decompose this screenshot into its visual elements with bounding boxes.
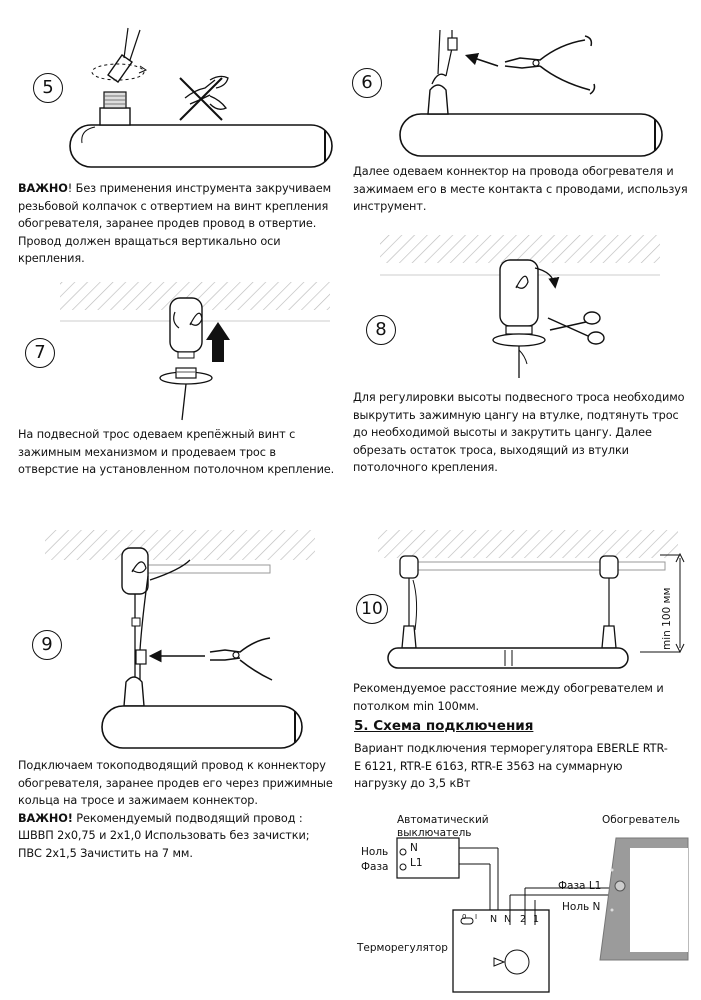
breaker-label: Автоматический выключатель	[397, 814, 489, 839]
distance-label: min 100 мм	[661, 587, 673, 650]
step-10-number: 10	[356, 594, 388, 624]
step-5-text	[18, 180, 336, 268]
breaker-n-label: N	[410, 842, 418, 854]
step-7-number: 7	[25, 338, 55, 368]
terminal-2: 2	[520, 914, 527, 925]
switch-off-mark: 0	[462, 913, 467, 921]
wiring-schema	[397, 838, 688, 992]
step-10-text: Рекомендуемое расстояние между обогревателем и потолком min 100мм.	[353, 682, 664, 713]
thermostat-label: Терморегулятор	[357, 942, 448, 954]
terminal-n1: N	[490, 914, 498, 925]
no-tool-icon	[180, 76, 228, 120]
switch-on-mark: I	[475, 913, 478, 921]
terminal-1: 1	[533, 914, 540, 925]
step-6-text: Далее одеваем коннектор на провода обогревателя и зажимаем его в месте контакта с проводами, используя инструмент.	[353, 165, 688, 213]
step-9-text	[18, 757, 336, 862]
step-9-number: 9	[32, 630, 62, 660]
step-9-wire-note: Рекомендуемый подводящий провод : ШВВП 2х0,75 и 2х1,0 Использовать без зачистки; ПВС 2х1,5 Зачистить на 7 мм.	[18, 811, 310, 860]
section-5-text: Вариант подключения терморегулятора EBERLE RTR-E 6121, RTR-E 6163, RTR-E 3563 на суммарную нагрузку до 3,5 кВт	[354, 742, 668, 790]
important-label: ВАЖНО	[18, 182, 68, 195]
step9-illustration	[45, 530, 315, 748]
pliers-icon	[210, 638, 272, 680]
heater-label: Обогреватель	[602, 814, 680, 826]
heater-phase-label: Фаза L1	[558, 880, 602, 892]
step-5-number: 5	[33, 73, 63, 103]
step6-illustration	[400, 30, 662, 156]
step-8-text: Для регулировки высоты подвесного троса необходимо выкрутить зажимную цангу на втулке, подтянуть трос до необходимой высоты и закрутить цангу. Далее обрезать остаток троса, выходящий из втулки потолочного крепления.	[353, 391, 685, 474]
step-6-number: 6	[352, 68, 382, 98]
phase-label: Фаза	[361, 861, 389, 873]
breaker-l1-label: L1	[410, 857, 423, 869]
step-5-body: ! Без применения инструмента закручиваем резьбовой колпачок с отвертием на винт крепления обогревателя, заранее продев провод в отвертие. Провод должен вращаться вертикально оси крепления.	[18, 182, 331, 265]
step-8-number: 8	[366, 315, 396, 345]
terminal-n2: N	[504, 914, 512, 925]
step10-illustration	[378, 530, 684, 668]
neutral-label: Ноль	[361, 846, 389, 858]
scissors-icon	[548, 312, 604, 344]
pliers-icon	[505, 36, 595, 94]
step8-illustration	[380, 235, 660, 378]
important-label: ВАЖНО!	[18, 811, 73, 825]
section-5-title: 5. Схема подключения	[354, 718, 534, 734]
step7-illustration	[60, 282, 330, 420]
step5-illustration	[70, 28, 332, 167]
step-9-body: Подключаем токоподводящий провод к коннектору обогревателя, заранее продев его через прижимные кольца на тросе и зажимаем коннектор.	[18, 759, 333, 807]
step-7-text: На подвесной трос одеваем крепёжный винт с зажимным механизмом и продеваем трос в отверстие на установленном потолочном крепление.	[18, 428, 335, 476]
heater-neutral-label: Ноль N	[562, 901, 601, 913]
breaker-box	[397, 838, 459, 878]
